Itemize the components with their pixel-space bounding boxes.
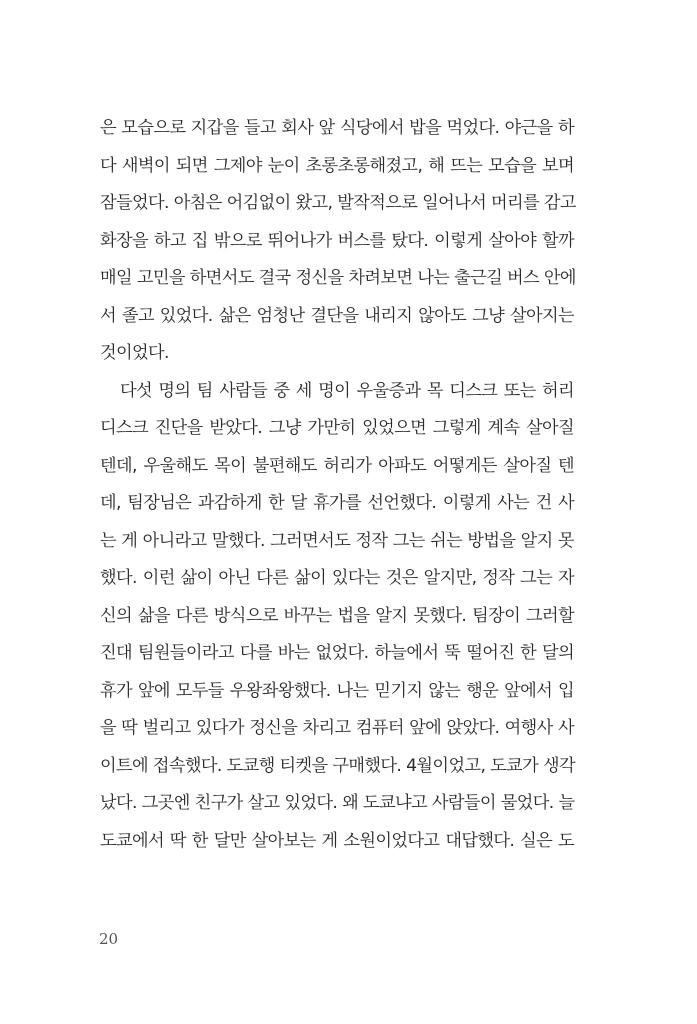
paragraph-2 [100, 373, 574, 861]
text-line: 이트에 접속했다. 도쿄행 티켓을 구매했다. 4월이었고, 도쿄가 생각 [100, 755, 576, 776]
text-line: 는 게 아니라고 말했다. 그러면서도 정작 그는 쉬는 방법을 알지 못 [100, 530, 574, 551]
text-line: 다섯 명의 팀 사람들 중 세 명이 우울증과 목 디스크 또는 허리 [120, 380, 574, 401]
text-line: 을 딱 벌리고 있다가 정신을 차리고 컴퓨터 앞에 앉았다. 여행사 사 [100, 718, 574, 738]
text-line: 은 모습으로 지갑을 들고 회사 앞 식당에서 밥을 먹었다. 야근을 하 [100, 118, 574, 138]
text-line: 신의 삶을 다른 방식으로 바꾸는 법을 알지 못했다. 팀장이 그러할 [100, 605, 574, 626]
text-line: 데, 팀장님은 과감하게 한 달 휴가를 선언했다. 이렇게 사는 건 사 [100, 493, 574, 513]
text-line: 화장을 하고 집 밖으로 뛰어나가 버스를 탔다. 이렇게 살아야 할까 [100, 230, 574, 251]
book-page-body [100, 110, 574, 860]
text-line: 도쿄에서 딱 한 달만 살아보는 게 소원이었다고 대답했다. 실은 도 [100, 830, 574, 851]
text-line: 서 졸고 있었다. 삶은 엄청난 결단을 내리지 않아도 그냥 살아지는 [100, 305, 574, 326]
text-line: 매일 고민을 하면서도 결국 정신을 차려보면 나는 출근길 버스 안에 [100, 268, 576, 288]
text-line: 잠들었다. 아침은 어김없이 왔고, 발작적으로 일어나서 머리를 감고 [100, 193, 576, 213]
text-line: 다 새벽이 되면 그제야 눈이 초롱초롱해졌고, 해 뜨는 모습을 보며 [100, 155, 574, 176]
text-line: 것이었다. [100, 343, 169, 363]
paragraph-1 [100, 110, 574, 373]
text-line: 텐데, 우울해도 목이 불편해도 허리가 아파도 어떻게든 살아질 텐 [100, 455, 574, 476]
text-line: 났다. 그곳엔 친구가 살고 있었다. 왜 도쿄냐고 사람들이 물었다. 늘 [100, 793, 575, 813]
page-number: 20 [99, 930, 119, 948]
text-line: 했다. 이런 삶이 아닌 다른 삶이 있다는 것은 알지만, 정작 그는 자 [100, 568, 574, 588]
text-line: 휴가 앞에 모두들 우왕좌왕했다. 나는 믿기지 않는 행운 앞에서 입 [100, 680, 574, 701]
text-line: 진대 팀원들이라고 다를 바는 없었다. 하늘에서 뚝 떨어진 한 달의 [100, 643, 574, 663]
text-line: 디스크 진단을 받았다. 그냥 가만히 있었으면 그렇게 계속 살아질 [100, 418, 574, 438]
